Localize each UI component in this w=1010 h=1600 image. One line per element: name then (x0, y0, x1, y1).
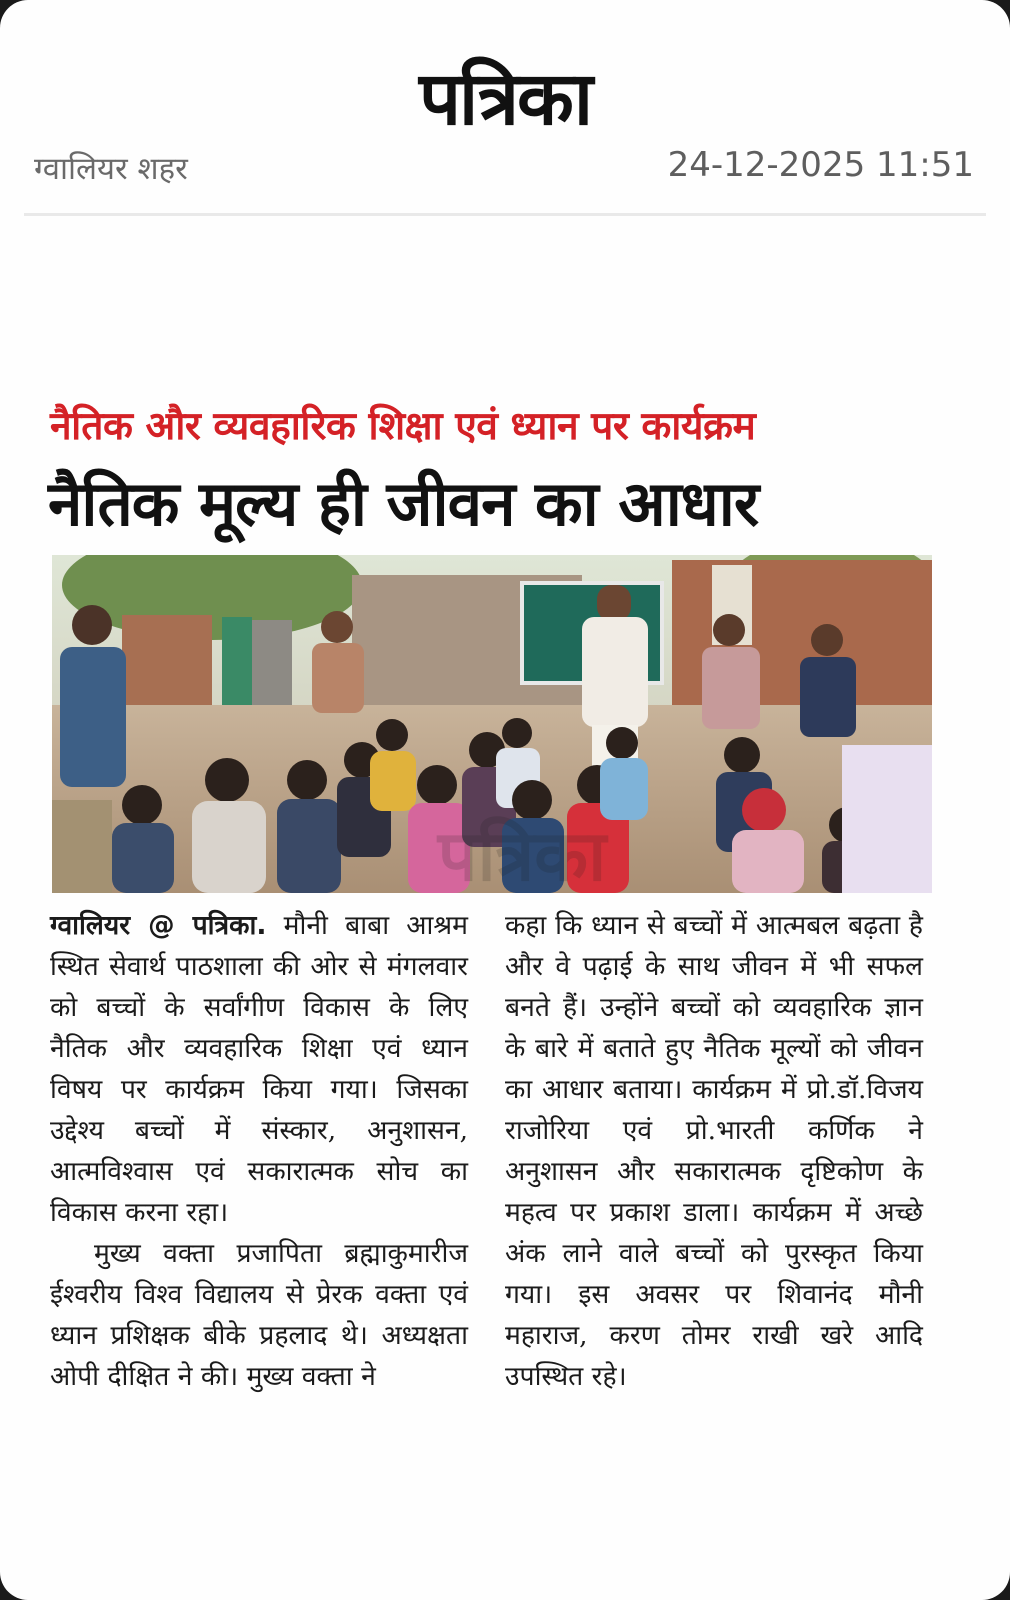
newspaper-clipping (44, 368, 942, 1498)
article-kicker: नैतिक और व्यवहारिक शिक्षा एवं ध्यान पर कार्यक्रम (50, 404, 756, 449)
masthead-logo: पत्रिका (418, 56, 592, 142)
article-paragraph-3: कहा कि ध्यान से बच्चों में आत्मबल बढ़ता है और वे पढ़ाई के साथ जीवन में भी सफल बनते हैं। उन्होंने बच्चों को व्यवहारिक ज्ञान के बारे में बताते हुए नैतिक मूल्यों को जीवन का आधार बताया। कार्यक्रम में प्रो.डॉ.विजय राजोरिया एवं प्रो.भारती कर्णिक ने अनुशासन और सकारात्मक दृष्टिकोण के महत्व पर प्रकाश डाला। कार्यक्रम में अच्छे अंक लाने वाले बच्चों को पुरस्कृत किया गया। इस अवसर पर शिवानंद मौनी महाराज, करण तोमर राखी खरे आदि उपस्थित रहे। (505, 910, 923, 1392)
article-column-right (505, 905, 923, 1397)
article-dateline: ग्वालियर @ पत्रिका. (50, 910, 267, 941)
event-photo-illustration (52, 555, 932, 893)
article-paragraph-1 (50, 905, 468, 1233)
header-divider (24, 213, 986, 216)
photo-watermark: पत्रिका (437, 815, 607, 893)
article-column-left (50, 905, 468, 1397)
article-paragraph-2: मुख्य वक्ता प्रजापिता ब्रह्माकुमारीज ईश्वरीय विश्व विद्यालय से प्रेरक वक्ता एवं ध्यान प्रशिक्षक बीके प्रहलाद थे। अध्यक्षता ओपी दीक्षित ने की। मुख्य वक्ता ने (50, 1238, 468, 1392)
article-headline: नैतिक मूल्य ही जीवन का आधार (48, 467, 759, 540)
article-photo (52, 555, 932, 893)
paragraph-1-text: मौनी बाबा आश्रम स्थित सेवार्थ पाठशाला की ओर से मंगलवार को बच्चों के सर्वांगीण विकास के लिए नैतिक और व्यवहारिक शिक्षा एवं ध्यान विषय पर कार्यक्रम किया गया। जिसका उद्देश्य बच्चों में संस्कार, अनुशासन, आत्मविश्वास एवं सकारात्मक सोच का विकास करना रहा। (50, 910, 468, 1228)
edition-label: ग्वालियर शहर (34, 151, 188, 187)
datetime-label: 24-12-2025 11:51 (667, 145, 974, 185)
